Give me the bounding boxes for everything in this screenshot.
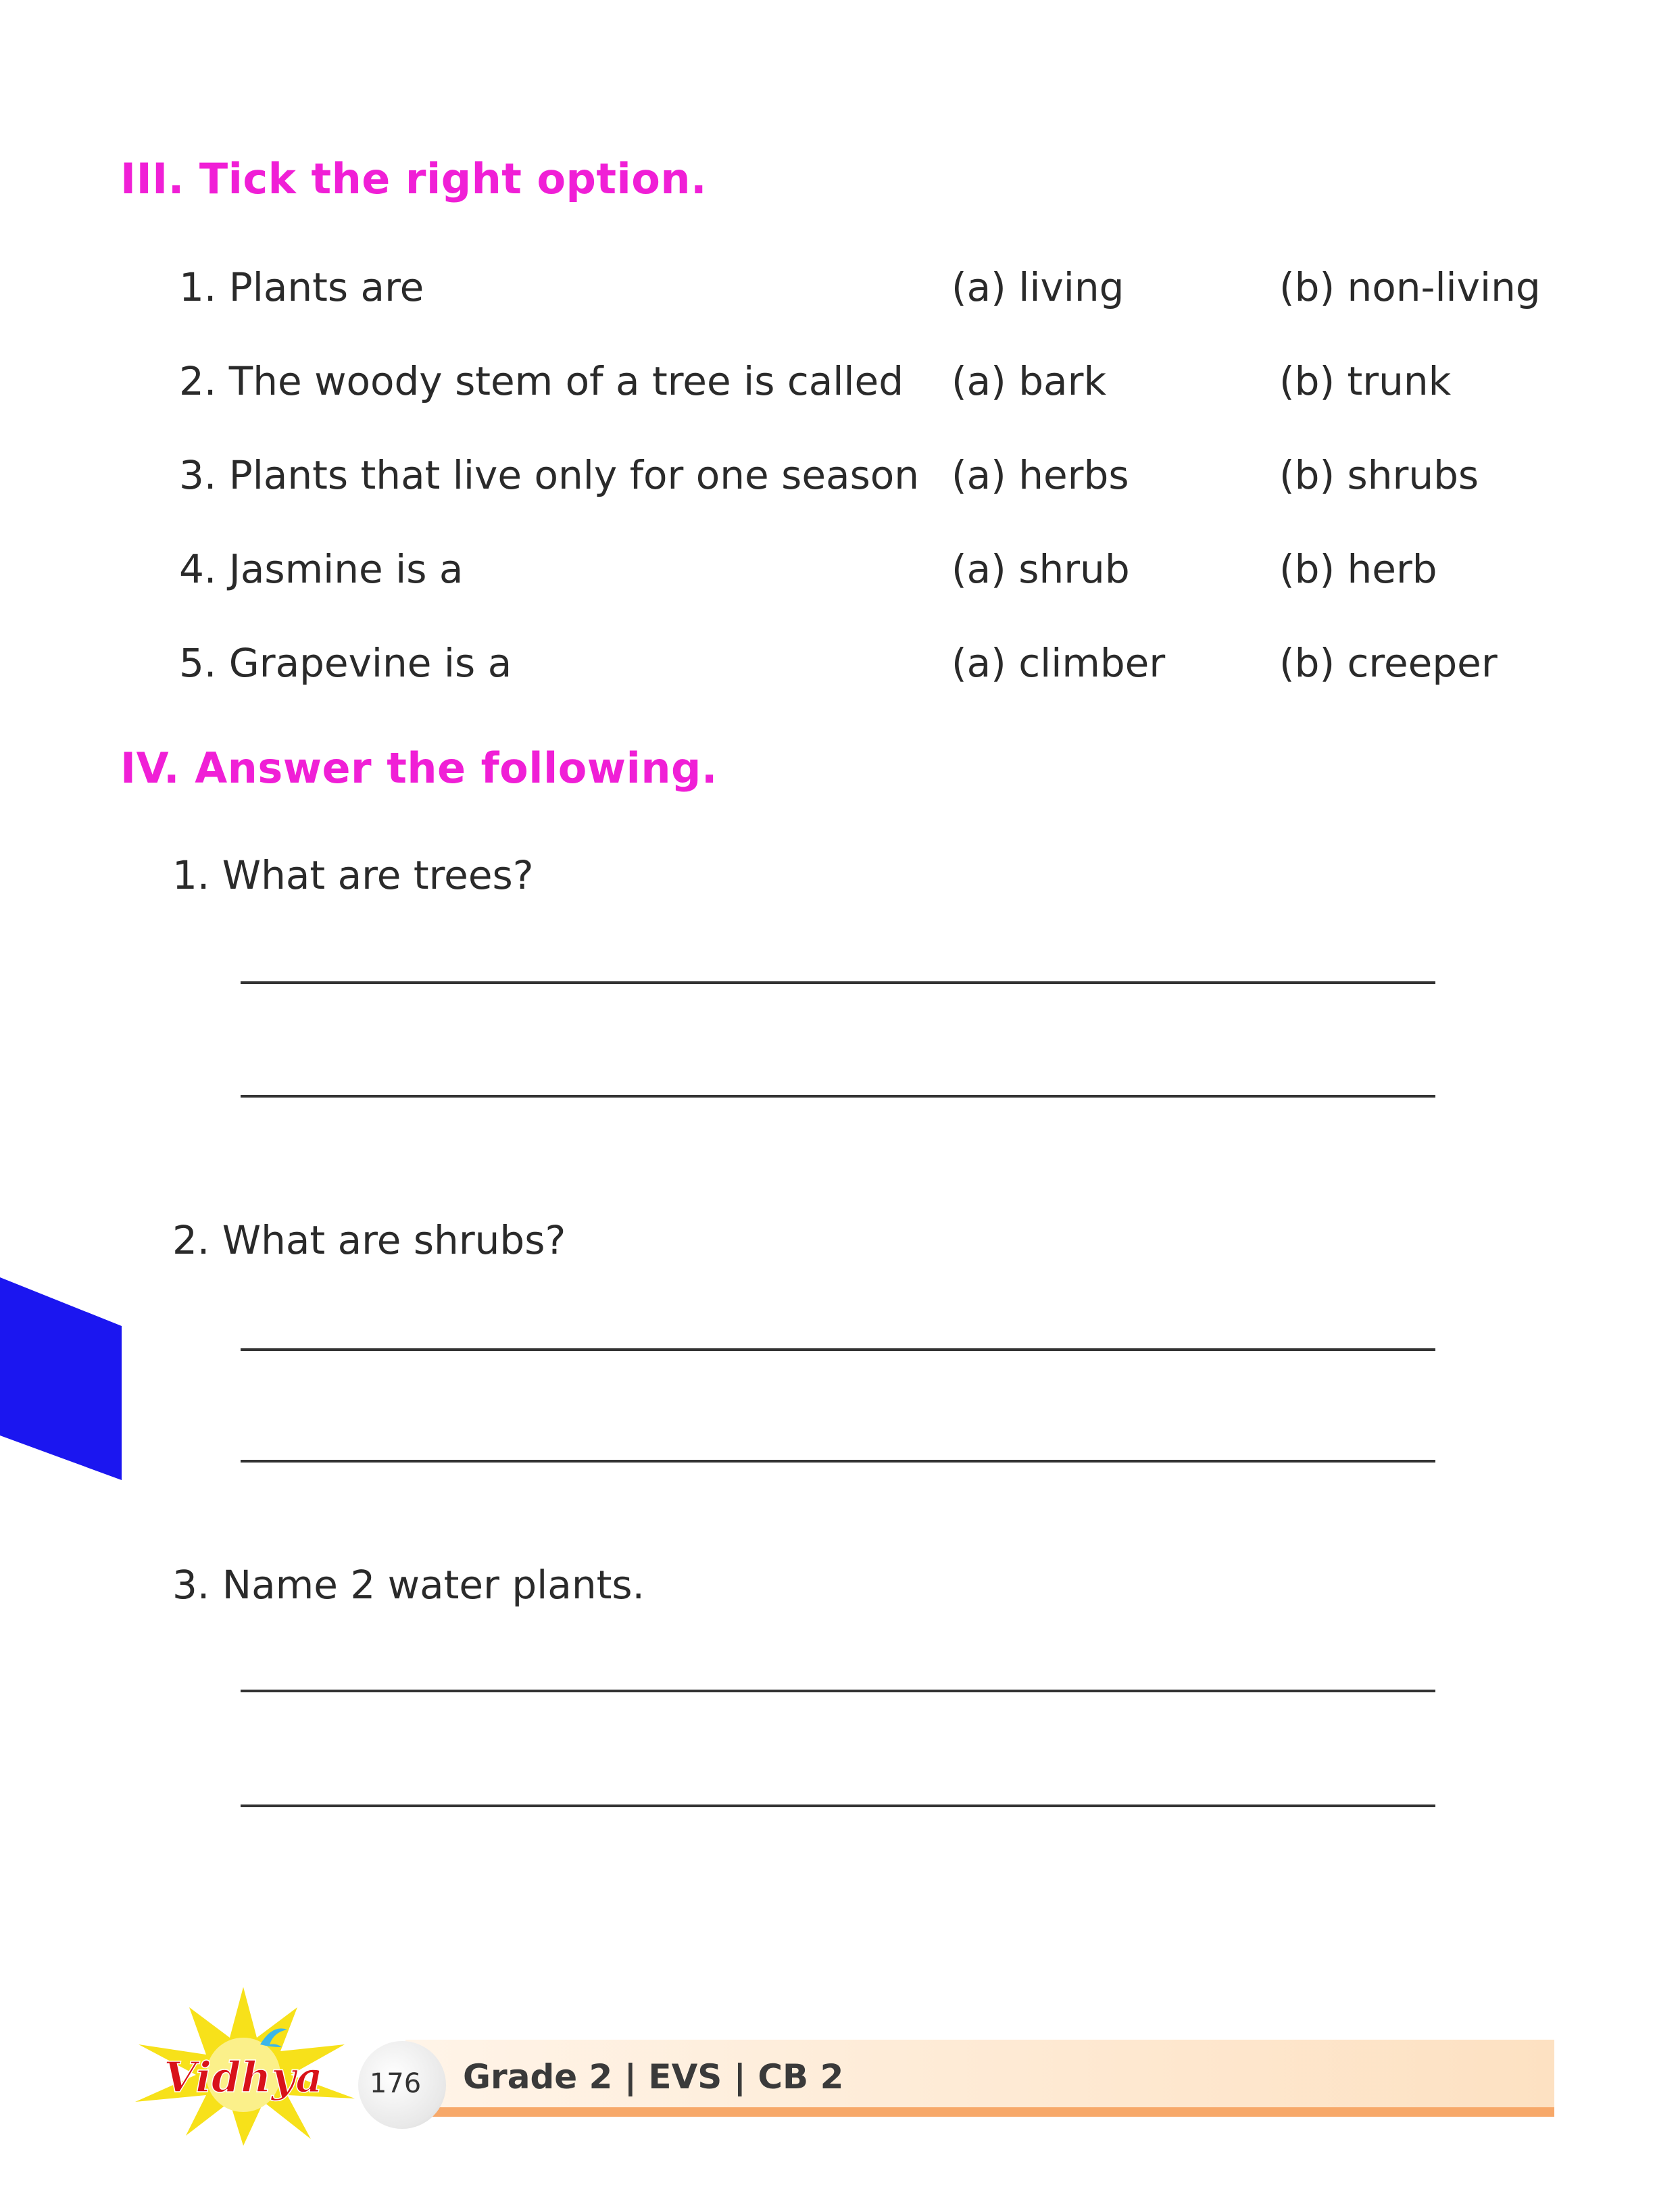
question-text: 3. Name 2 water plants. xyxy=(172,1562,645,1608)
mcq-option-a[interactable]: (a) bark xyxy=(952,358,1107,404)
question-text: 1. What are trees? xyxy=(172,852,534,898)
mcq-question: 1. Plants are xyxy=(179,264,424,310)
vidhya-logo xyxy=(122,1980,365,2149)
mcq-option-b[interactable]: (b) trunk xyxy=(1279,358,1452,404)
answer-line[interactable] xyxy=(241,1460,1435,1463)
page-number: 176 xyxy=(369,2068,422,2099)
mcq-option-a[interactable]: (a) herbs xyxy=(952,452,1129,498)
mcq-row xyxy=(0,260,1680,314)
logo-text: Vidhya xyxy=(164,2053,323,2102)
mcq-question: 4. Jasmine is a xyxy=(179,546,464,592)
section-heading-answer: IV. Answer the following. xyxy=(120,743,718,793)
mcq-option-a[interactable]: (a) climber xyxy=(952,640,1166,686)
mcq-row xyxy=(0,636,1680,690)
mcq-option-b[interactable]: (b) shrubs xyxy=(1279,452,1479,498)
footer-title: Grade 2 | EVS | CB 2 xyxy=(463,2057,844,2096)
answer-line[interactable] xyxy=(241,1095,1435,1098)
answer-line[interactable] xyxy=(241,1804,1435,1807)
mcq-question: 5. Grapevine is a xyxy=(179,640,512,686)
answer-line[interactable] xyxy=(241,981,1435,984)
mcq-option-b[interactable]: (b) herb xyxy=(1279,546,1437,592)
mcq-question: 3. Plants that live only for one season xyxy=(179,452,920,498)
mcq-row xyxy=(0,354,1680,408)
answer-line[interactable] xyxy=(241,1690,1435,1692)
mcq-row xyxy=(0,448,1680,502)
mcq-option-a[interactable]: (a) living xyxy=(952,264,1125,310)
question-text: 2. What are shrubs? xyxy=(172,1217,566,1263)
mcq-option-b[interactable]: (b) non-living xyxy=(1279,264,1541,310)
mcq-question: 2. The woody stem of a tree is called xyxy=(179,358,904,404)
section-heading-tick: III. Tick the right option. xyxy=(120,154,708,203)
mcq-option-a[interactable]: (a) shrub xyxy=(952,546,1130,592)
answer-line[interactable] xyxy=(241,1348,1435,1351)
mcq-row xyxy=(0,542,1680,596)
mcq-option-b[interactable]: (b) creeper xyxy=(1279,640,1498,686)
side-tab-decoration xyxy=(0,1277,122,1480)
